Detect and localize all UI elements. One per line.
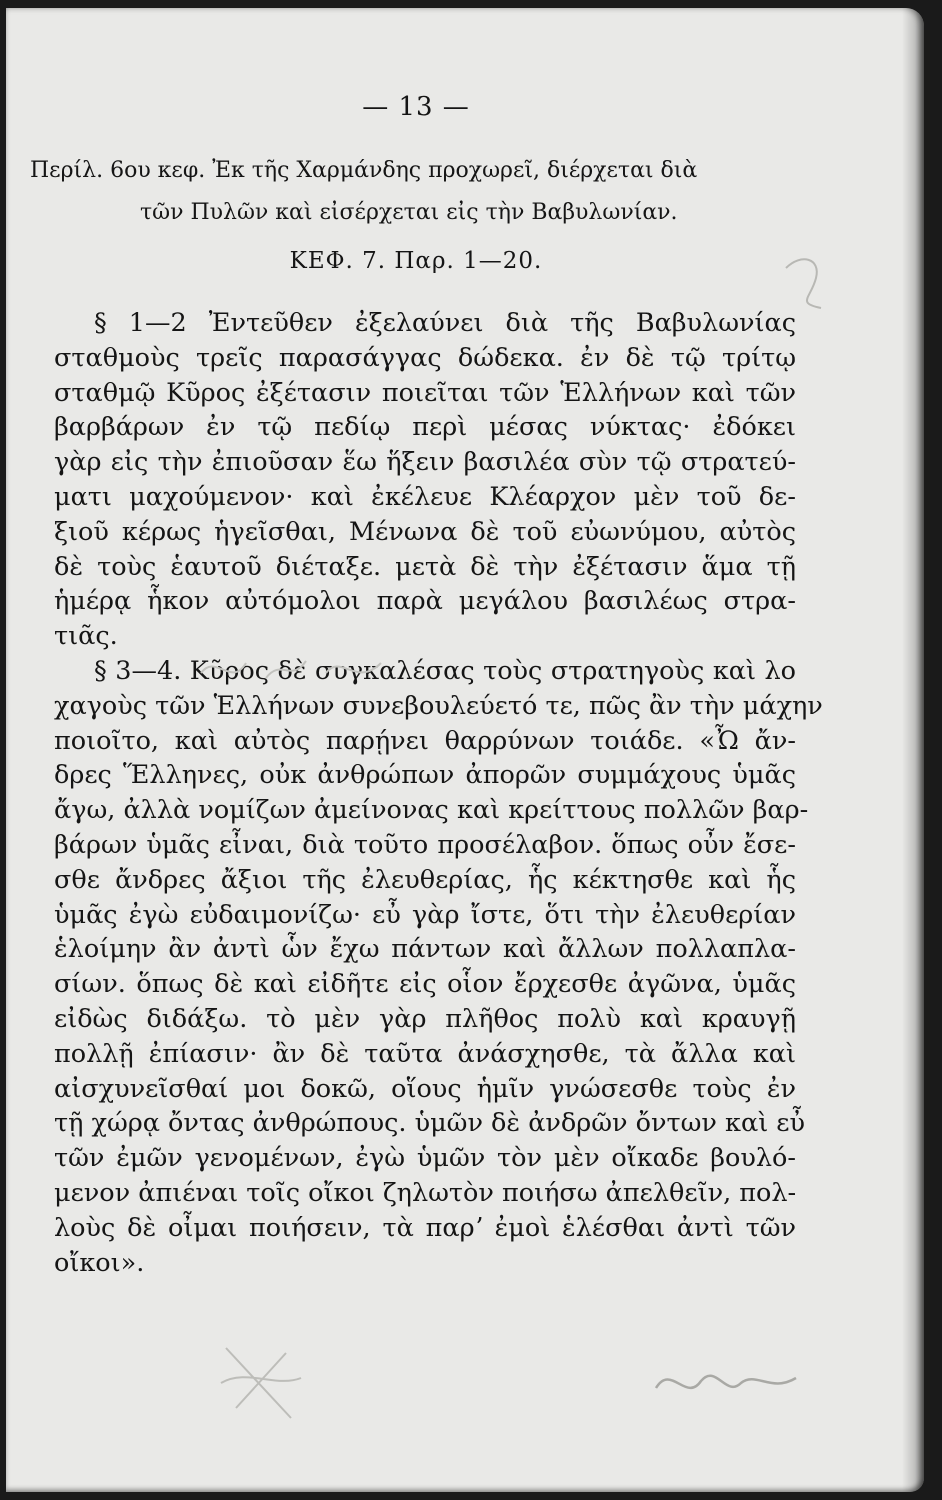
body-line: τιᾶς.: [54, 621, 118, 652]
body-line: εἰδὼς διδάξω. τὸ μὲν γὰρ πλῆθος πολὺ καὶ κραυγῇ: [54, 1003, 796, 1034]
body-line: σταθμοὺς τρεῖς παρασάγγας δώδεκα. ἐν δὲ τῷ τρίτῳ: [54, 342, 796, 373]
body-line: χαγοὺς τῶν Ἑλλήνων συνεβουλεύετό τε, πῶς ἂν τὴν μάχην: [54, 690, 823, 721]
pencil-scribble-bottom-left: [206, 1328, 316, 1438]
body-line: μενον ἀπιέναι τοῖς οἴκοι ζηλωτὸν ποιήσω ἀπελθεῖν, πολ-: [54, 1177, 797, 1208]
body-line: γὰρ εἰς τὴν ἐπιοῦσαν ἕω ἥξειν βασιλέα σὺν τῷ στρατεύ-: [54, 447, 796, 478]
page-number: — 13 —: [362, 92, 470, 122]
body-line: σταθμῷ Κῦρος ἐξέτασιν ποιεῖται τῶν Ἑλλήνων καὶ τῶν: [54, 377, 796, 408]
body-text: [54, 306, 823, 1280]
summary-line-2: τῶν Πυλῶν καὶ εἰσέρχεται εἰς τὴν Βαβυλωνίαν.: [140, 200, 678, 225]
body-line: τῇ χώρᾳ ὄντας ἀνθρώπους. ὑμῶν δὲ ἀνδρῶν ὄντων καὶ εὖ: [54, 1108, 806, 1139]
body-line: οἴκοι».: [54, 1247, 145, 1278]
pencil-signature-bottom-right: [646, 1353, 806, 1413]
body-line: δὲ τοὺς ἑαυτοῦ διέταξε. μετὰ δὲ τὴν ἐξέτασιν ἅμα τῇ: [54, 551, 796, 582]
chapter-summary: [30, 150, 920, 234]
body-line: § 1—2 Ἐντεῦθεν ἐξελαύνει διὰ τῆς Βαβυλωνίας: [94, 308, 796, 338]
body-line: ποιοῖτο, καὶ αὐτὸς παρῄνει θαρρύνων τοιάδε. «Ὦ ἄν-: [54, 725, 796, 756]
body-line: § 3—4. Κῦρος δὲ συγκαλέσας τοὺς στρατηγοὺς καὶ λο: [94, 655, 796, 686]
body-line: ἄγω, ἀλλὰ νομίζων ἀμείνονας καὶ κρείττους πολλῶν βαρ-: [54, 795, 809, 826]
book-page: [6, 8, 924, 1492]
body-line: βάρων ὑμᾶς εἶναι, διὰ τοῦτο προσέλαβον. ὅπως οὖν ἔσε-: [54, 829, 796, 860]
pencil-scribble-middle: [196, 643, 396, 698]
body-line: σθε ἄνδρες ἄξιοι τῆς ἐλευθερίας, ἧς κέκτησθε καὶ ἧς: [54, 864, 796, 895]
body-line: αἰσχυνεῖσθαί μοι δοκῶ, οἵους ἡμῖν γνώσεσθε τοὺς ἐν: [54, 1073, 796, 1104]
body-line: ἑλοίμην ἂν ἀντὶ ὧν ἔχω πάντων καὶ ἄλλων πολλαπλα-: [54, 934, 796, 965]
body-line: βαρβάρων ἐν τῷ πεδίῳ περὶ μέσας νύκτας· ἐδόκει: [54, 412, 796, 443]
body-line: δρες Ἕλληνες, οὐκ ἀνθρώπων ἀπορῶν συμμάχους ὑμᾶς: [54, 760, 796, 791]
pencil-scribble-top: [776, 248, 856, 318]
body-line: ἡμέρᾳ ἧκον αὐτόμολοι παρὰ μεγάλου βασιλέως στρα-: [54, 586, 796, 617]
body-line: λοὺς δὲ οἶμαι ποιήσειν, τὰ παρʼ ἐμοὶ ἑλέσθαι ἀντὶ τῶν: [54, 1212, 796, 1243]
body-line: ματι μαχούμενον· καὶ ἐκέλευε Κλέαρχον μὲν τοῦ δε-: [54, 481, 796, 512]
body-line: σίων. ὅπως δὲ καὶ εἰδῆτε εἰς οἷον ἔρχεσθε ἀγῶνα, ὑμᾶς: [54, 969, 796, 1000]
body-line: ξιοῦ κέρως ἡγεῖσθαι, Μένωνα δὲ τοῦ εὐωνύμου, αὐτὸς: [54, 516, 796, 547]
body-line: τῶν ἐμῶν γενομένων, ἐγὼ ὑμῶν τὸν μὲν οἴκαδε βουλό-: [54, 1143, 796, 1174]
body-line: πολλῇ ἐπίασιν· ἂν δὲ ταῦτα ἀνάσχησθε, τὰ ἄλλα καὶ: [54, 1038, 796, 1069]
chapter-heading: ΚΕΦ. 7. Παρ. 1—20.: [289, 248, 543, 274]
summary-line-1: Περίλ. 6ου κεφ. Ἐκ τῆς Χαρμάνδης προχωρεῖ, διέρχεται διὰ: [30, 158, 698, 183]
body-line: ὑμᾶς ἐγὼ εὐδαιμονίζω· εὖ γὰρ ἴστε, ὅτι τὴν ἐλευθερίαν: [54, 899, 796, 930]
